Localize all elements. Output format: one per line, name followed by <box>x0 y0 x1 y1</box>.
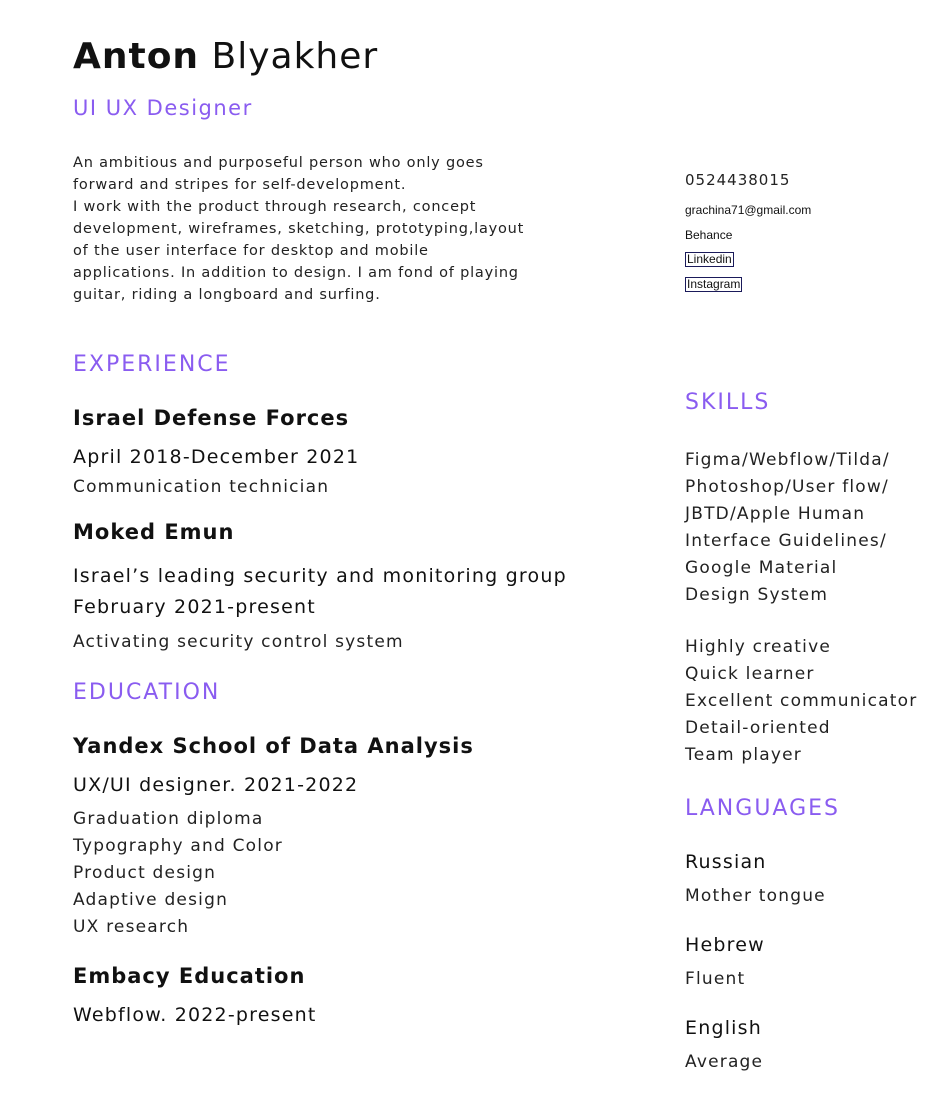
list-item: JBTD/Apple Human <box>685 504 866 524</box>
skills-heading: SKILLS <box>685 390 771 415</box>
bio-line: development, wireframes, sketching, prototyping,layout <box>73 221 525 237</box>
languages-heading: LANGUAGES <box>685 796 840 821</box>
language-level: Average <box>685 1052 764 1072</box>
list-item: Team player <box>685 745 802 765</box>
instagram-link[interactable]: Instagram <box>687 277 741 291</box>
language-level: Fluent <box>685 969 746 989</box>
list-item: Design System <box>685 585 829 605</box>
experience-description: Israel’s leading security and monitoring group <box>73 565 567 587</box>
language-name: English <box>685 1017 763 1039</box>
bio-line: An ambitious and purposeful person who only goes <box>73 155 484 171</box>
list-item: Figma/Webflow/Tilda/ <box>685 450 890 470</box>
skills-tools <box>685 447 890 609</box>
education-program: UX/UI designer. 2021-2022 <box>73 774 359 796</box>
bio-line: guitar, riding a longboard and surfing. <box>73 287 381 303</box>
linkedin-link[interactable]: Linkedin <box>687 252 732 266</box>
list-item: Highly creative <box>685 637 832 657</box>
last-name: Blyakher <box>211 36 379 77</box>
bio-paragraph <box>73 152 563 306</box>
contact-phone: 0524438015 <box>685 171 791 189</box>
contact-email[interactable]: grachina71@gmail.com <box>685 203 812 217</box>
education-program: Webflow. 2022-present <box>73 1004 317 1026</box>
bio-line: applications. In addition to design. I am fond of playing <box>73 265 519 281</box>
experience-position: Activating security control system <box>73 632 404 652</box>
skills-soft <box>685 634 917 769</box>
bio-line: of the user interface for desktop and mobile <box>73 243 429 259</box>
list-item: UX research <box>73 917 190 937</box>
language-name: Russian <box>685 851 767 873</box>
experience-period: April 2018-December 2021 <box>73 446 360 468</box>
list-item: Detail-oriented <box>685 718 831 738</box>
education-topics <box>73 806 283 941</box>
education-school: Embacy Education <box>73 964 306 988</box>
behance-link[interactable]: Behance <box>685 228 733 242</box>
first-name: Anton <box>73 36 200 77</box>
education-heading: EDUCATION <box>73 680 221 705</box>
list-item: Product design <box>73 863 217 883</box>
list-item: Excellent communicator <box>685 691 918 711</box>
experience-period: February 2021-present <box>73 596 316 618</box>
list-item: Quick learner <box>685 664 815 684</box>
experience-org: Israel Defense Forces <box>73 406 350 430</box>
experience-org: Moked Emun <box>73 520 235 544</box>
experience-position: Communication technician <box>73 477 330 497</box>
experience-heading: EXPERIENCE <box>73 352 231 377</box>
language-name: Hebrew <box>685 934 765 956</box>
full-name <box>73 36 378 77</box>
bio-line: I work with the product through research, concept <box>73 199 477 215</box>
job-title: UI UX Designer <box>73 96 253 120</box>
list-item: Photoshop/User flow/ <box>685 477 889 497</box>
list-item: Google Material <box>685 558 838 578</box>
bio-line: forward and stripes for self-development. <box>73 177 407 193</box>
list-item: Typography and Color <box>73 836 283 856</box>
language-level: Mother tongue <box>685 886 826 906</box>
education-school: Yandex School of Data Analysis <box>73 734 474 758</box>
list-item: Interface Guidelines/ <box>685 531 887 551</box>
list-item: Adaptive design <box>73 890 229 910</box>
list-item: Graduation diploma <box>73 809 264 829</box>
